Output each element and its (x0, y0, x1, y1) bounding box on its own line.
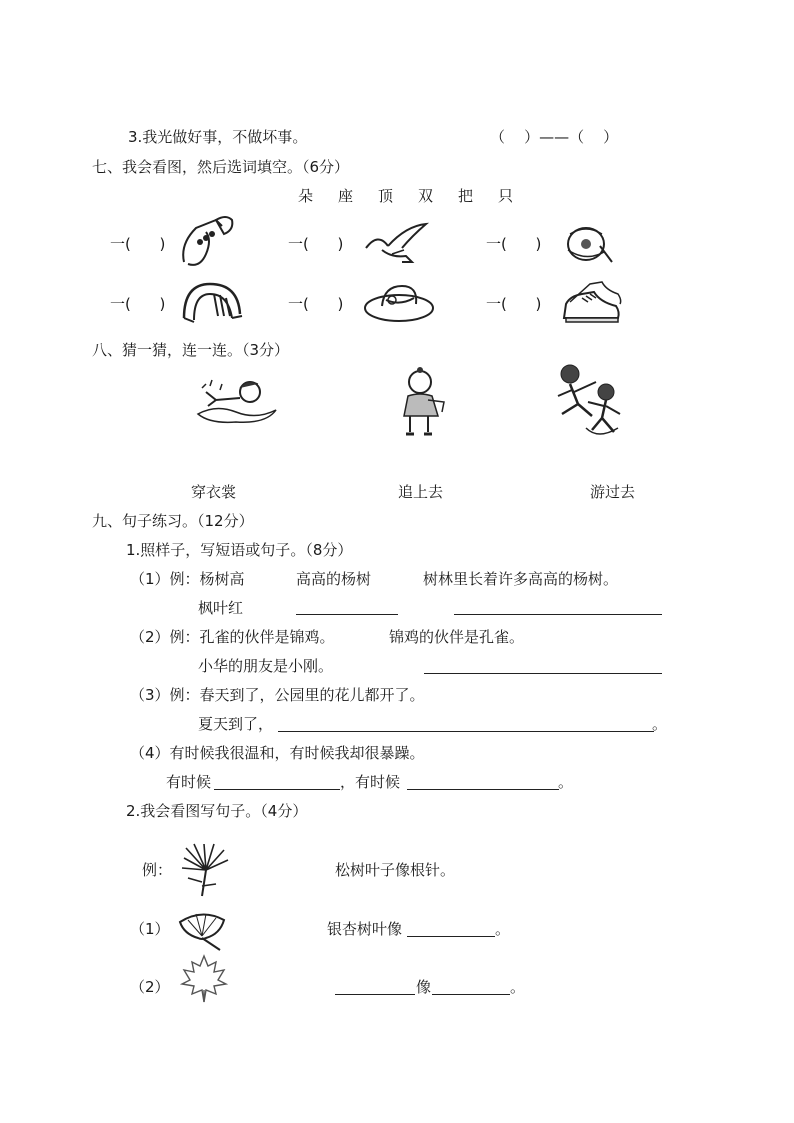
trumpet-picture (176, 214, 236, 272)
ex3-answer-blank[interactable] (278, 731, 654, 732)
q2-item2-blank-a[interactable] (335, 994, 415, 995)
flower-picture (560, 222, 614, 266)
ex4-blank-a[interactable] (214, 789, 340, 790)
ex1-task: 枫叶红 (198, 599, 244, 617)
option-chase[interactable]: 追上去 (398, 483, 444, 501)
sec9-title: 九、句子练习。（12分） (92, 512, 254, 530)
measure-slot-slide[interactable]: 一( ) (110, 295, 166, 313)
ex1-sentence: 树林里长着许多高高的杨树。 (423, 570, 619, 588)
q2-item1-number: （1） (130, 920, 170, 938)
ex2-answer: 锦鸡的伙伴是孔雀。 (389, 628, 525, 646)
slide-picture (180, 278, 244, 326)
ex4-prefix-a: 有时候 (166, 773, 212, 791)
q2-item2-number: （2） (130, 978, 170, 996)
ex3-task: 夏天到了， (198, 715, 274, 733)
word-bank-4: 双 (418, 187, 434, 205)
ex4-prefix-b: ，有时候 (340, 773, 401, 791)
q2-item2-blank-b[interactable] (432, 994, 510, 995)
sec6-item3: 3.我光做好事，不做坏事。 (128, 128, 308, 146)
q2-example-sentence: 松树叶子像根针。 (335, 861, 456, 879)
ex4-blank-b[interactable] (407, 789, 559, 790)
measure-slot-shoes[interactable]: 一( ) (486, 295, 542, 313)
ex4-period: 。 (558, 773, 574, 791)
word-bank-2: 座 (338, 187, 354, 205)
measure-slot-trumpet[interactable]: 一( ) (110, 235, 166, 253)
pine-needle-picture (180, 842, 230, 898)
word-bank-5: 把 (458, 187, 474, 205)
sec7-title: 七、我会看图，然后选词填空。（6分） (92, 158, 350, 176)
q2-item1-sentence: 银杏树叶像 (327, 920, 403, 938)
hat-picture (362, 280, 436, 324)
measure-slot-hat[interactable]: 一( ) (288, 295, 344, 313)
ex1-sentence-blank[interactable] (454, 614, 662, 615)
q2-item2-period: 。 (510, 978, 526, 996)
chasing-children-picture (552, 362, 624, 440)
option-swim[interactable]: 游过去 (590, 483, 636, 501)
word-bank-1: 朵 (298, 187, 314, 205)
q2-example-label: 例： (142, 861, 173, 879)
sec8-title: 八、猜一猜，连一连。（3分） (92, 341, 290, 359)
q2-item1-period: 。 (495, 920, 511, 938)
dressing-child-picture (398, 366, 446, 440)
ex1-label: （1）例：杨树高 (130, 570, 245, 588)
ex2-answer-blank[interactable] (424, 673, 662, 674)
ginkgo-leaf-picture (176, 906, 228, 952)
swimming-child-picture (196, 374, 278, 426)
ex3-period: 。 (652, 715, 668, 733)
ex4-label: （4）有时候我很温和，有时候我却很暴躁。 (130, 744, 425, 762)
measure-slot-seagull[interactable]: 一( ) (288, 235, 344, 253)
maple-leaf-picture (180, 954, 228, 1004)
shoes-picture (560, 278, 622, 326)
ex1-phrase-blank[interactable] (296, 614, 398, 615)
ex1-phrase: 高高的杨树 (296, 570, 372, 588)
option-dress[interactable]: 穿衣裳 (191, 483, 237, 501)
q1-title: 1.照样子，写短语或句子。（8分） (126, 541, 353, 559)
measure-slot-flower[interactable]: 一( ) (486, 235, 542, 253)
ex2-task: 小华的朋友是小刚。 (198, 657, 334, 675)
q2-item2-middle: 像 (416, 978, 432, 996)
ex2-label: （2）例：孔雀的伙伴是锦鸡。 (130, 628, 335, 646)
sec6-item3-answer-blank[interactable]: （ ）——（ ） (490, 128, 619, 146)
word-bank-3: 顶 (378, 187, 394, 205)
word-bank-6: 只 (498, 187, 514, 205)
seagull-picture (362, 222, 430, 268)
ex3-label: （3）例：春天到了，公园里的花儿都开了。 (130, 686, 425, 704)
q2-title: 2.我会看图写句子。（4分） (126, 802, 308, 820)
q2-item1-blank[interactable] (407, 936, 495, 937)
